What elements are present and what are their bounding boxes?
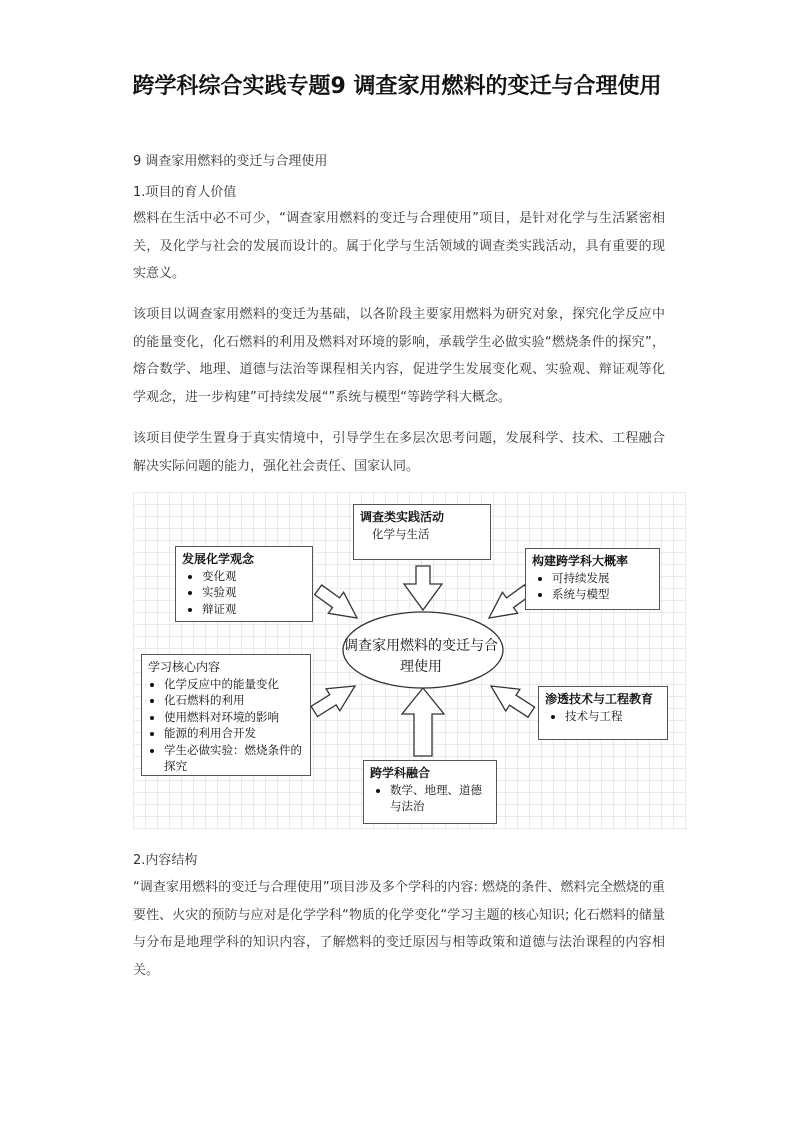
box-interdisciplinary — [363, 760, 497, 824]
box-chemistry-concepts — [175, 546, 313, 622]
page-title: 跨学科综合实践专题9 调查家用燃料的变迁与合理使用 — [132, 74, 662, 99]
concept-diagram — [133, 492, 687, 830]
box-chemistry-concepts-title: 发展化学观念 — [182, 552, 255, 566]
paragraph-structure: “调查家用燃料的变迁与合理使用”项目涉及多个学科的内容: 燃烧的条件、燃料完全燃烧的重要性、火灾的预防与应对是化学学科“物质的化学变化“学习主题的核心知识; 化石燃料的储量与分布是地理学科的知识内容，了解燃料的变迁原因与相等政策和道德与法治课程的内容相关。 — [133, 880, 665, 978]
arrow-from-bottom — [402, 688, 444, 756]
list-item: • 使用燃料对环境的影响 — [164, 709, 304, 726]
list-item: • 辩证观 — [202, 601, 306, 618]
box-core-content-title: 学习核心内容 — [148, 660, 221, 674]
box-big-concepts-title: 构建跨学科大概率 — [532, 554, 629, 568]
section1-heading: 1.项目的育人价值 — [133, 185, 237, 200]
arrow-from-top — [404, 566, 442, 610]
list-item: • 学生必做实验：燃烧条件的探究 — [164, 742, 304, 775]
box-engineering-education-title: 渗透技术与工程教育 — [545, 692, 654, 706]
box-survey-activity-sub: 化学与生活 — [372, 526, 430, 541]
paragraph-value: 燃料在生活中必不可少，“调查家用燃料的变迁与合理使用”项目，是针对化学与生活紧密相关，及化学与社会的发展而设计的。属于化学与生活领域的调查类实践活动，具有重要的现实意义。 — [133, 211, 665, 281]
arrow-from-left-top — [311, 579, 365, 628]
box-survey-activity — [353, 504, 491, 560]
paragraph-context: 该项目使学生置身于真实情境中，引导学生在多层次思考问题，发展科学、技术、工程融合解决实际问题的能力，强化社会责任、国家认同。 — [133, 431, 665, 474]
box-big-concepts — [525, 548, 660, 610]
list-item: • 数学、地理、道德与法治 — [390, 782, 490, 815]
list-item: • 可持续发展 — [552, 570, 653, 587]
box-engineering-education — [538, 686, 668, 740]
arrow-from-left-bottom — [307, 675, 361, 722]
box-core-content — [141, 654, 311, 776]
box-survey-activity-title: 调查类实践活动 — [360, 510, 445, 524]
subtitle: 9 调查家用燃料的变迁与合理使用 — [133, 154, 328, 169]
arrow-from-right-bottom — [484, 675, 538, 723]
list-item: • 系统与模型 — [552, 586, 653, 603]
paragraph-approach: 该项目以调查家用燃料的变迁为基础，以各阶段主要家用燃料为研究对象，探究化学反应中的能量变化，化石燃料的利用及燃料对环境的影响，承载学生必做实验“燃烧条件的探究”，熔合数学、地理、道德与法治等课程相关内容，促进学生发展变化观、实验观、辩证观等化学观念，进一步构建”可持续发展“”系统与模型“等跨学科大概念。 — [133, 307, 665, 405]
list-item: • 变化观 — [202, 568, 306, 585]
center-label: 调查家用燃料的变迁与合理使用 — [344, 638, 498, 675]
list-item: • 化石燃料的利用 — [164, 692, 304, 709]
list-item: • 化学反应中的能量变化 — [164, 676, 304, 693]
box-interdisciplinary-title: 跨学科融合 — [370, 766, 431, 780]
list-item: • 能源的利用合开发 — [164, 725, 304, 742]
list-item: • 技术与工程 — [565, 708, 661, 725]
section2-heading: 2.内容结构 — [133, 853, 198, 868]
list-item: • 实验观 — [202, 584, 306, 601]
